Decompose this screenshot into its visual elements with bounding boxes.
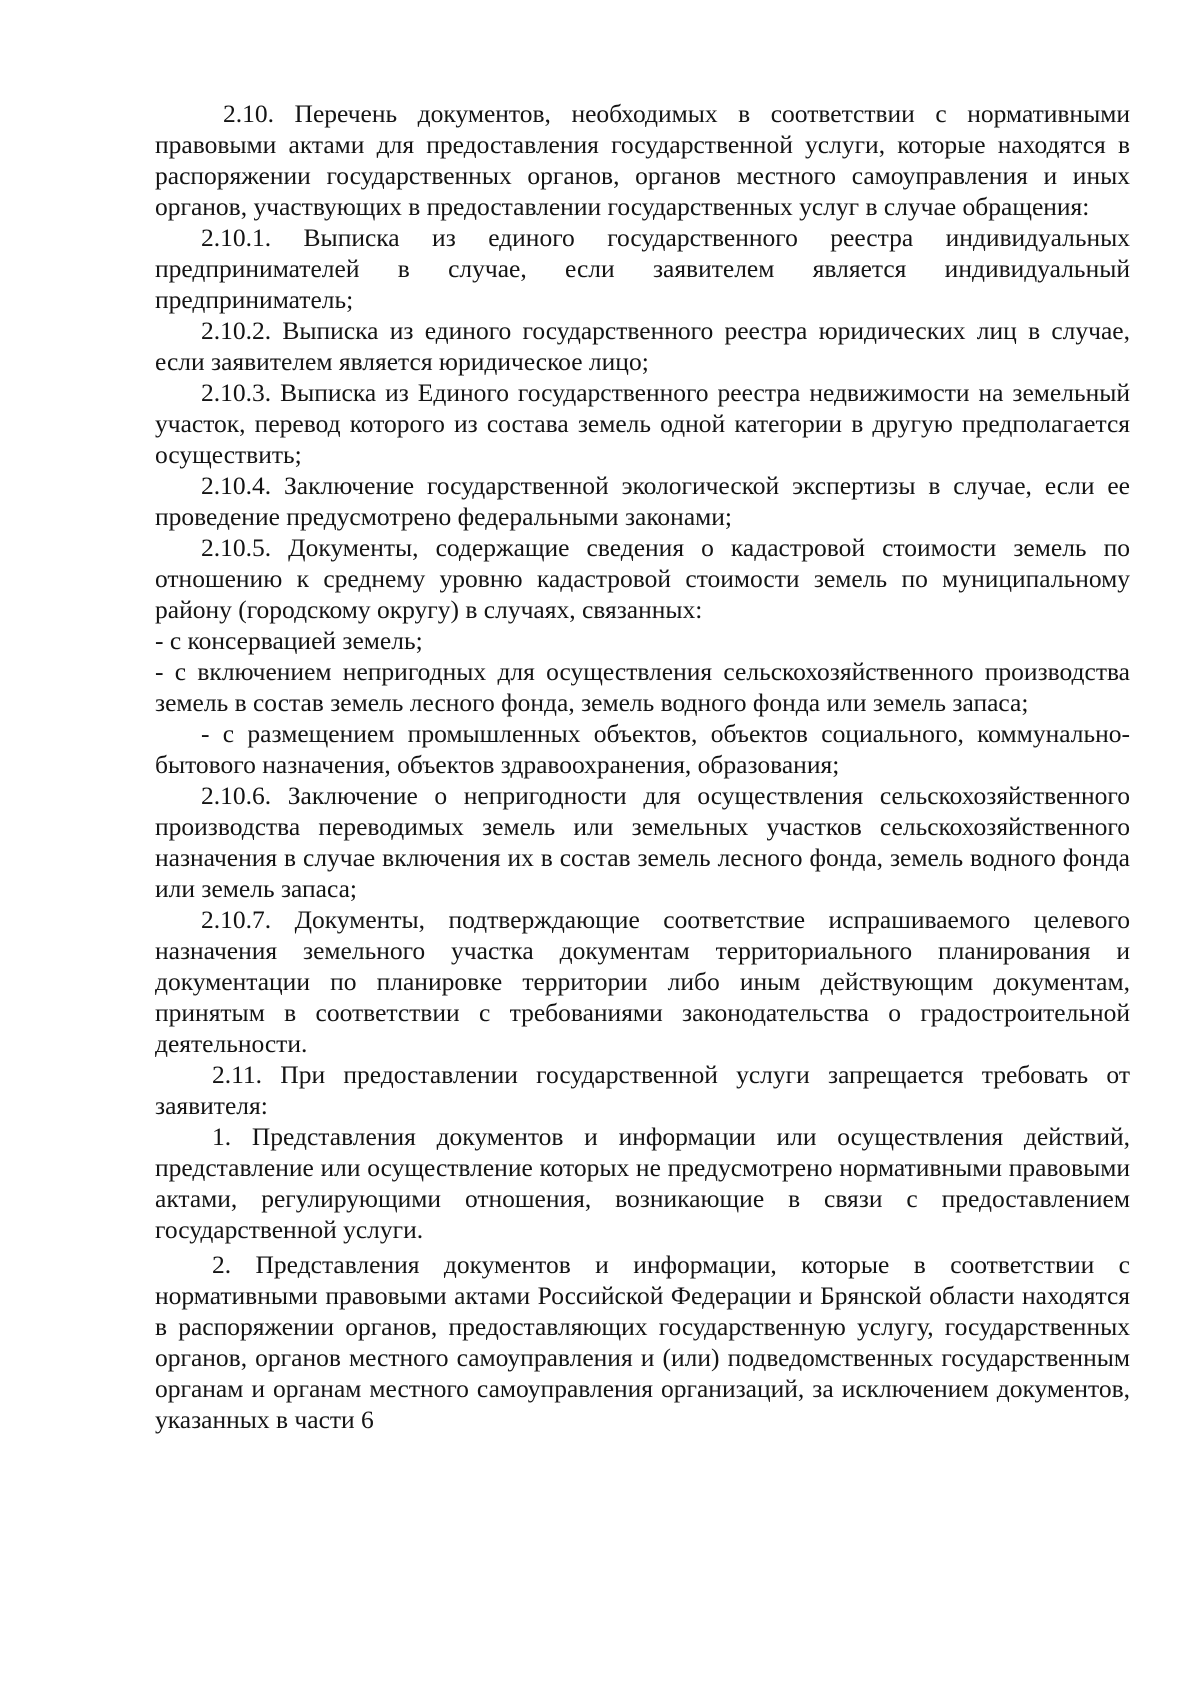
- paragraph-2-11-item-2: 2. Представления документов и информации, которые в соответствии с нормативными правовыми актами Российской Федерации и Брянской области находятся в распоряжении органов, предоставляющих государственную услугу, государственных органов, органов местного самоуправления и (или) подведомственных государственным органам и органам местного самоуправления организаций, за исключением документов, указанных в части 6: [155, 1250, 1130, 1434]
- paragraph-2-10-6: 2.10.6. Заключение о непригодности для осуществления сельскохозяйственного производства переводимых земель или земельных участков сельскохозяйственного назначения в случае включения их в состав земель лесного фонда, земель водного фонда или земель запаса;: [155, 781, 1130, 903]
- list-item-conservation: - с консервацией земель;: [155, 626, 423, 655]
- paragraph-2-10-5: 2.10.5. Документы, содержащие сведения о кадастровой стоимости земель по отношению к среднему уровню кадастровой стоимости земель по муниципальному району (городскому округу) в случаях, связанных:: [155, 533, 1130, 624]
- paragraph-2-11-item-1: 1. Представления документов и информации или осуществления действий, представление или осуществление которых не предусмотрено нормативными правовыми актами, регулирующими отношения, возникающие в связи с предоставлением государственной услуги.: [155, 1122, 1130, 1244]
- paragraph-2-10-1: 2.10.1. Выписка из единого государственного реестра индивидуальных предпринимателей в случае, если заявителем является индивидуальный предприниматель;: [155, 223, 1130, 314]
- list-item-inclusion: - с включением непригодных для осуществления сельскохозяйственного производства земель в состав земель лесного фонда, земель водного фонда или земель запаса;: [155, 657, 1130, 717]
- document-page: [155, 98, 1130, 1435]
- paragraph-2-10-2: 2.10.2. Выписка из единого государственного реестра юридических лиц в случае, если заявителем является юридическое лицо;: [155, 316, 1130, 376]
- paragraph-2-10: 2.10. Перечень документов, необходимых в соответствии с нормативными правовыми актами для предоставления государственной услуги, которые находятся в распоряжении государственных органов, органов местного самоуправления и иных органов, участвующих в предоставлении государственных услуг в случае обращения:: [155, 99, 1130, 221]
- paragraph-2-10-3: 2.10.3. Выписка из Единого государственного реестра недвижимости на земельный участок, перевод которого из состава земель одной категории в другую предполагается осуществить;: [155, 378, 1130, 469]
- list-item-placement: - с размещением промышленных объектов, объектов социального, коммунально-бытового назначения, объектов здравоохранения, образования;: [155, 719, 1130, 779]
- paragraph-2-10-7: 2.10.7. Документы, подтверждающие соответствие испрашиваемого целевого назначения земельного участка документам территориального планирования и документации по планировке территории либо иным действующим документам, принятым в соответствии с требованиями законодательства о градостроительной деятельности.: [155, 905, 1130, 1058]
- paragraph-2-10-4: 2.10.4. Заключение государственной экологической экспертизы в случае, если ее проведение предусмотрено федеральными законами;: [155, 471, 1130, 531]
- paragraph-2-11: 2.11. При предоставлении государственной услуги запрещается требовать от заявителя:: [155, 1060, 1130, 1120]
